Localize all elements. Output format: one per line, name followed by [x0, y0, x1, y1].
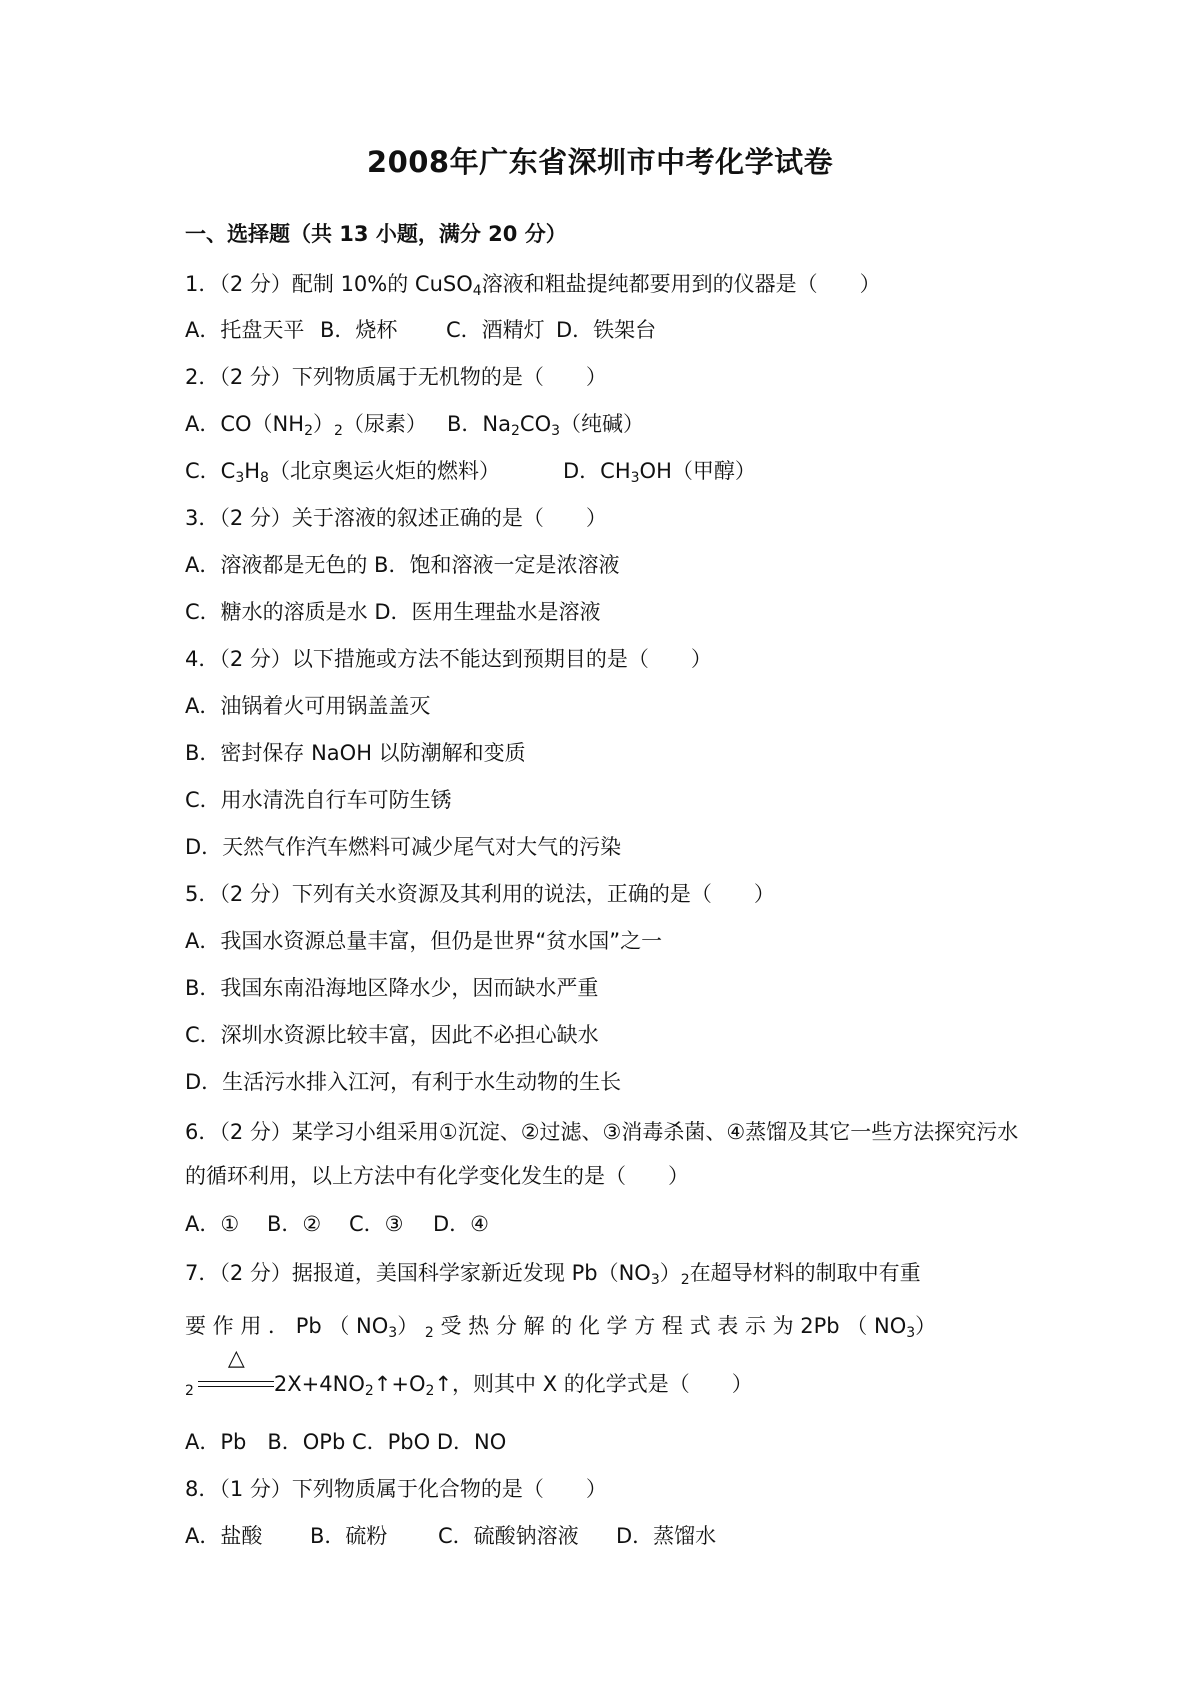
- opt-text: CO: [519, 412, 552, 436]
- delta-icon: △: [227, 1346, 245, 1371]
- question-1-stem: [185, 268, 881, 298]
- opt-text: ）: [312, 412, 334, 436]
- question-7-options: A．Pb B．OPb C．PbO D．NO: [185, 1430, 507, 1454]
- opt-sub: 2: [510, 423, 520, 439]
- q7-text: ↑，则其中 X 的化学式是（ ）: [434, 1372, 753, 1396]
- q7-text: ）: [397, 1314, 425, 1338]
- option-b: [447, 408, 644, 438]
- option-b: B．密封保存 NaOH 以防潮解和变质: [185, 741, 526, 765]
- q7-text: 受 热 分 解 的 化 学 方 程 式 表 示 为 2Pb （ NO: [433, 1314, 907, 1338]
- option-c: C．用水清洗自行车可防生锈: [185, 788, 452, 812]
- opt-text: H: [244, 459, 261, 483]
- question-6-options: [185, 1208, 489, 1238]
- opt-text: B．Na: [447, 412, 511, 436]
- opt-text: OH（甲醇）: [639, 459, 756, 483]
- q1-stem-sub: 4: [472, 283, 482, 299]
- opt-text: A．CO（NH: [185, 412, 305, 436]
- q1-stem-part: 1．（2 分）配制 10%的 CuSO: [185, 272, 473, 296]
- q7-sub: 2: [680, 1272, 690, 1288]
- option-d: D．生活污水排入江河，有利于水生动物的生长: [185, 1070, 622, 1094]
- option-b: B．硫粉: [310, 1524, 388, 1548]
- question-1-options: [185, 314, 656, 344]
- option-d: D．蒸馏水: [616, 1524, 717, 1548]
- option-d: D．天然气作汽车燃料可减少尾气对大气的污染: [185, 835, 622, 859]
- option-c: C．深圳水资源比较丰富，因此不必担心缺水: [185, 1023, 599, 1047]
- question-7-stem-line1: [185, 1257, 921, 1287]
- q7-sub: 2: [364, 1383, 374, 1399]
- opt-text: （尿素）: [342, 412, 427, 436]
- question-3-options-row1: A．溶液都是无色的 B．饱和溶液一定是浓溶液: [185, 553, 620, 577]
- question-8-options: [185, 1520, 716, 1550]
- question-7-stem-line2: [185, 1310, 936, 1340]
- opt-text: （北京奥运火炬的燃料）: [268, 459, 500, 483]
- q7-sub: 2: [424, 1325, 434, 1341]
- q7-sub: 2: [185, 1383, 194, 1399]
- opt-sub: 2: [333, 423, 343, 439]
- q7-sub: 3: [650, 1272, 660, 1288]
- q7-text: 要 作 用 ． Pb （ NO: [185, 1314, 389, 1338]
- option-d: [563, 455, 756, 485]
- question-2-options-row1: [185, 408, 644, 438]
- question-3-stem: 3．（2 分）关于溶液的叙述正确的是（ ）: [185, 506, 607, 530]
- option-b: B．我国东南沿海地区降水少，因而缺水严重: [185, 976, 599, 1000]
- equals-bar: [198, 1381, 274, 1382]
- heating-condition-sign: [194, 1346, 274, 1397]
- option-a: A．托盘天平: [185, 318, 305, 342]
- question-8-stem: 8．（1 分）下列物质属于化合物的是（ ）: [185, 1477, 607, 1501]
- q7-sub: 3: [388, 1325, 398, 1341]
- page-title: 2008年广东省深圳市中考化学试卷: [366, 145, 834, 179]
- option-a: A．①: [185, 1212, 240, 1236]
- q7-text: 2X+4NO: [273, 1372, 365, 1396]
- option-d: D．铁架台: [556, 318, 657, 342]
- opt-sub: 2: [304, 423, 313, 439]
- opt-text: D．CH: [563, 459, 631, 483]
- opt-text: （纯碱）: [560, 412, 645, 436]
- opt-sub: 3: [630, 470, 640, 486]
- q7-text: 在超导材料的制取中有重: [689, 1261, 921, 1285]
- option-c: [185, 455, 563, 485]
- opt-sub: 8: [260, 470, 269, 486]
- q7-text: ）: [915, 1314, 937, 1338]
- question-3-options-row2: C．糖水的溶质是水 D．医用生理盐水是溶液: [185, 600, 601, 624]
- section-heading: 一、选择题（共 13 小题，满分 20 分）: [185, 222, 567, 246]
- question-4-stem: 4．（2 分）以下措施或方法不能达到预期目的是（ ）: [185, 647, 712, 671]
- opt-sub: 3: [551, 423, 561, 439]
- option-d: D．④: [433, 1212, 489, 1236]
- question-5-stem: 5．（2 分）下列有关水资源及其利用的说法，正确的是（ ）: [185, 882, 775, 906]
- option-a: A．油锅着火可用锅盖盖灭: [185, 694, 431, 718]
- option-a: A．我国水资源总量丰富，但仍是世界“贫水国”之一: [185, 929, 663, 953]
- question-2-options-row2: [185, 455, 756, 485]
- option-c: C．酒精灯: [446, 318, 545, 342]
- option-a: [185, 408, 447, 438]
- equals-bar: [198, 1386, 274, 1387]
- q1-stem-part: 溶液和粗盐提纯都要用到的仪器是（ ）: [481, 272, 881, 296]
- q7-text: ↑+O: [373, 1372, 426, 1396]
- question-6-stem: 6．（2 分）某学习小组采用①沉淀、②过滤、③消毒杀菌、④蒸馏及其它一些方法探究污水的循环利用，以上方法中有化学变化发生的是（ ）: [185, 1120, 1019, 1188]
- q7-sub: 3: [906, 1325, 916, 1341]
- q7-sub: 2: [425, 1383, 435, 1399]
- option-c: C．③: [349, 1212, 404, 1236]
- question-2-stem: 2．（2 分）下列物质属于无机物的是（ ）: [185, 365, 607, 389]
- option-c: C．硫酸钠溶液: [438, 1524, 579, 1548]
- question-7-equation-line: [185, 1346, 753, 1399]
- option-a: A．盐酸: [185, 1524, 263, 1548]
- option-b: B．烧杯: [320, 318, 398, 342]
- q7-text: 7．（2 分）据报道，美国科学家新近发现 Pb（NO: [185, 1261, 651, 1285]
- opt-sub: 3: [235, 470, 245, 486]
- opt-text: C．C: [185, 459, 236, 483]
- q7-text: ）: [659, 1261, 681, 1285]
- option-b: B．②: [267, 1212, 322, 1236]
